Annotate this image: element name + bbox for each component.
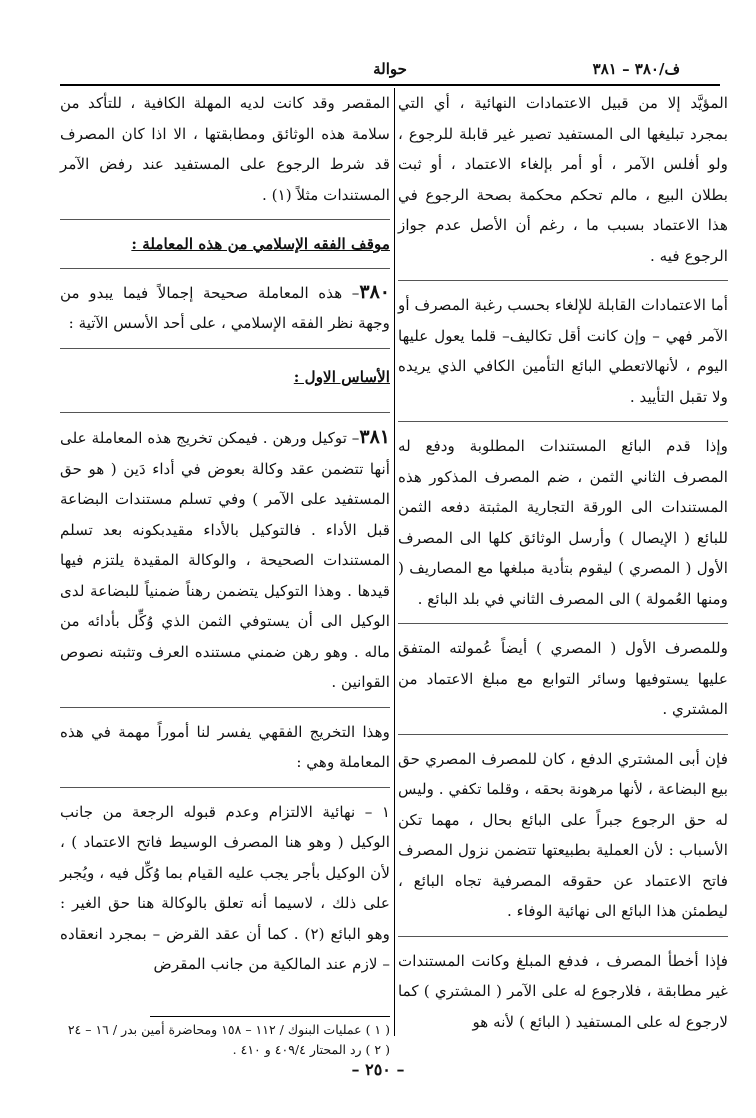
footnote: ( ١ ) عمليات البنوك / ١١٢ – ١٥٨ ومحاضرة أمين بدر / ١٦ – ٢٤ <box>67 1022 390 1037</box>
paragraph: المؤيَّد إلا من قبيل الاعتمادات النهائية ، أي التي بمجرد تبليغها الى المستفيد تصير غير قابلة للرجوع ، ولو أفلس الآمر ، أو أمر بإلغاء الاعتماد ، أو ثبت بطلان البيع ، مالم تحكم محكمة بصحة الرجوع في هذا الاعتماد بسبب ما ، رغم أن الأصل عدم جواز الرجوع فيه . <box>398 88 728 281</box>
footnotes <box>60 1020 390 1060</box>
column-divider <box>394 88 395 1036</box>
paragraph: أما الاعتمادات القابلة للإلغاء بحسب رغبة المصرف أو الآمر فهي – وإن كانت أقل تكاليف– قلما يعول عليها اليوم ، لأنهالاتعطي البائع التأمين الكافي الذي يريده ولا تقبل التأييد . <box>398 290 728 422</box>
header-rule <box>60 84 720 86</box>
subsection-heading: الأساس الاول : <box>293 367 390 386</box>
paragraph-number: ٣٨١ <box>359 426 390 448</box>
paragraph: فإذا أخطأ المصرف ، فدفع المبلغ وكانت المستندات غير مطابقة ، فلارجوع له على الآمر ( المشتري ) كما لارجوع له على المستفيد ( البائع ) لأنه هو <box>398 951 728 1031</box>
footnote-rule <box>150 1016 390 1017</box>
page-number: – ٢٥٠ – <box>351 1060 405 1079</box>
section-reference: ف/٣٨٠ – ٣٨١ <box>592 60 680 78</box>
running-title: حوالة <box>373 60 407 78</box>
section-heading: موقف الفقه الإسلامي من هذه المعاملة : <box>60 229 390 269</box>
paragraph-number: ٣٨٠ <box>359 280 390 303</box>
left-column <box>60 88 390 1026</box>
paragraph: وإذا قدم البائع المستندات المطلوبة ودفع له المصرف الثاني الثمن ، ضم المصرف المذكور هذه المستندات الى الورقة التجارية المثبتة دفعه الثمن للبائع ( الإيصال ) وأرسل الوثائق كلها الى المصرف الأول ( المصري ) ليقوم بتأدية مبلغها مع المصاريف ( ومنها العُمولة ) الى المصرف الثاني في بلد البائع . <box>398 431 728 624</box>
paragraph-text: – توكيل ورهن . فيمكن تخريج هذه المعاملة على أنها تتضمن عقد وكالة بعوض في أداء دَين ( هو حق المستفيد على الآمر ) وفي تسلم مستندات البضاعة قبل الأداء . فالتوكيل بالأداء مقيدبكونه بعد تسلم المستندات الصحيحة ، والوكالة المقيدة يلتزم فيها قيدها . وهذا التوكيل يتضمن رهناً ضمنياً للبضاعة لدى الوكيل الى أن يستوفي الثمن الذي وُكِّل بأدائه من ماله . وهو رهن ضمني مستنده العرف وتثبته نصوص القوانين . <box>60 429 390 691</box>
paragraph: وللمصرف الأول ( المصري ) أيضاً عُمولته المتفق عليها يستوفيها وسائر التوابع مع مبلغ الاعتماد من المشتري . <box>398 633 728 735</box>
footnote: ( ٢ ) رد المحتار ٤٠٩/٤ و ٤١٠ . <box>232 1042 390 1057</box>
page-header <box>60 56 720 84</box>
right-column <box>398 88 728 1031</box>
paragraph: فإن أبى المشتري الدفع ، كان للمصرف المصري حق بيع البضاعة ، لأنها مرهونة بحقه ، وقلما تكفي . وليس له حق الرجوع جبراً على البائع بحال ، مهما تكن الأسباب : لأن العملية بطبيعتها تتضمن نزول المصرف فاتح الاعتماد عن حقوقه المصرفية تجاه البائع ، ليطمئن هذا البائع الى نهائية الوفاء . <box>398 744 728 937</box>
subheading-wrapper <box>60 358 390 414</box>
paragraph-text: – هذه المعاملة صحيحة إجمالاً فيما يبدو من وجهة نظر الفقه الإسلامي ، على أحد الأسس الآتية : <box>60 283 390 332</box>
paragraph: ١ – نهائية الالتزام وعدم قبوله الرجعة من جانب الوكيل ( وهو هنا المصرف الوسيط فاتح الاعتماد ) ، لأن الوكيل بأجر يجب عليه القيام بما وُكِّل فيه ، ويُجبر على ذلك ، لاسيما أنه تعلق بالوكالة هنا حق الغير : وهو البائع (٢) . كما أن عقد القرض – بمجرد انعقاده – لازم عند المالكية من جانب المقرض <box>60 802 390 973</box>
numbered-paragraph <box>60 422 390 708</box>
paragraph: وهذا التخريج الفقهي يفسر لنا أموراً مهمة في هذه المعاملة وهي : <box>60 717 390 788</box>
paragraph: المقصر وقد كانت لديه المهلة الكافية ، للتأكد من سلامة هذه الوثائق ومطابقتها ، الا اذا كان المصرف قد شرط الرجوع على المستفيد عند رفض الآمر المستندات مثلاً (١) . <box>60 88 390 220</box>
numbered-paragraph <box>60 277 390 349</box>
